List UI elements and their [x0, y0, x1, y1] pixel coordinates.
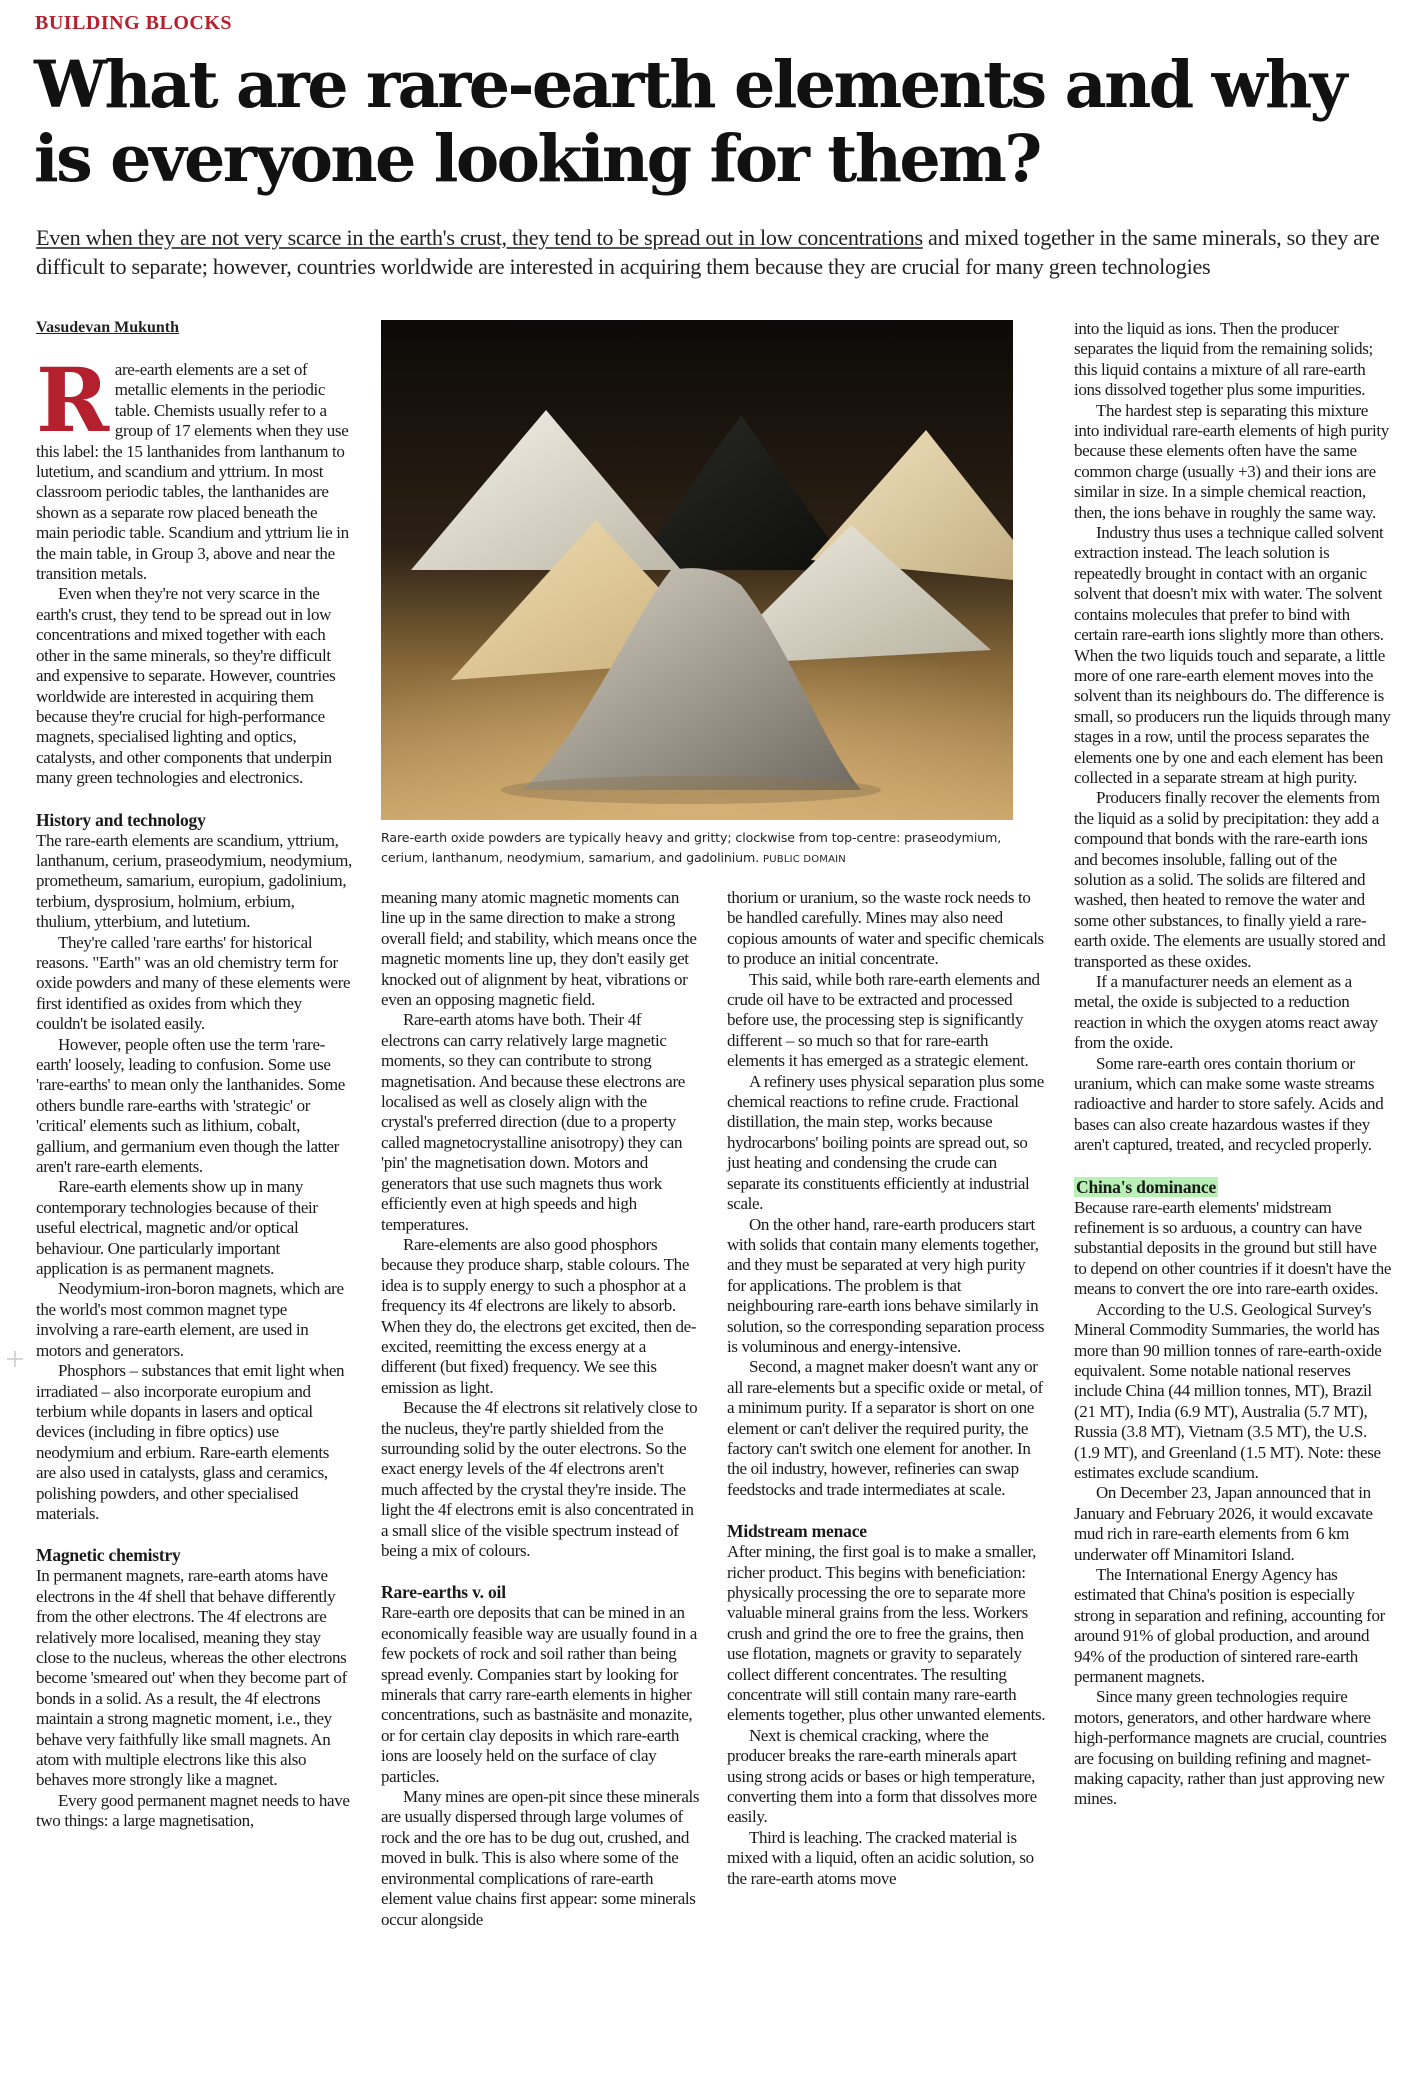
oil-paragraph-6: On the other hand, rare-earth producers start with solids that contain many elements together, and they must be separated at very high purity for applications. The problem is that neighbouring rare-earth ions behave similarly in solution, so the corresponding separation process is voluminous and energy-intensive.: [727, 1214, 1045, 1356]
photo-caption: Rare-earth oxide powders are typically heavy and gritty; clockwise from top-centre: praseodymium, cerium, lanthanum, neodymium, samarium, and gadolinium. PUBLIC DOMAIN: [381, 830, 1002, 865]
column-3: [727, 888, 1047, 1889]
plus-icon[interactable]: [4, 1348, 26, 1370]
rare-earth-powders-photo: [381, 320, 1013, 820]
subheading-midstream: Midstream menace: [727, 1521, 867, 1542]
history-paragraph-5: Neodymium-iron-boron magnets, which are the world's most common magnet type involving a rare-earth element, are used in motors and generators.: [36, 1279, 344, 1360]
history-paragraph-3: However, people often use the term 'rare-earth' loosely, leading to confusion. Some use 'rare-earths' to mean only the lanthanides. Some others bundle rare-earths with 'strategic' or 'critical' elements such as lithium, cobalt, gallium, and germanium even though the latter aren't rare-earth elements.: [36, 1034, 345, 1177]
midstream-paragraph-9: Some rare-earth ores contain thorium or uranium, which can make some waste streams radioactive and harder to store safely. Acids and bases can also create hazardous wastes if they aren't captured, treated, and recycled properly.: [1074, 1053, 1384, 1155]
column-1: [36, 348, 352, 1832]
midstream-paragraph-8: If a manufacturer needs an element as a metal, the oxide is subjected to a reduction reaction in which the oxygen atoms react away from the oxide.: [1074, 972, 1378, 1053]
magnetic-paragraph-3: meaning many atomic magnetic moments can line up in the same direction to make a strong overall field; and stability, which means once the magnetic moments line up, they don't easily get knocked out of alignment by heat, vibrations or even an opposing magnetic field.: [381, 888, 697, 1010]
china-paragraph-4: The International Energy Agency has estimated that China's position is especially strong in separation and refining, accounting for around 91% of global production, and around 94% of the production of sintered rare-earth permanent magnets.: [1074, 1564, 1385, 1686]
drop-cap: R: [36, 348, 109, 452]
magnetic-paragraph-5: Rare-elements are also good phosphors because they produce sharp, stable colours. The idea is to supply energy to such a phosphor at a frequency its 4f electrons are likely to absorb. When they do, the electrons get excited, then de-excited, reemitting the excess energy at a different (but fixed) frequency. We see this emission as light.: [381, 1234, 697, 1397]
subheading-china: [1074, 1176, 1392, 1198]
magnetic-paragraph-1: In permanent magnets, rare-earth atoms have electrons in the 4f shell that behave differently from the other electrons. The 4f electrons are relatively more localised, meaning they stay close to the nucleus, whereas the other electrons become 'smeared out' when they become part of bonds in a solid. As a result, the 4f electrons maintain a strong magnetic moment, i.e., they behave very faithfully like small magnets. An atom with multiple electrons like this also behaves more strongly like a magnet.: [36, 1566, 347, 1790]
column-4: [1074, 319, 1392, 1810]
history-paragraph-2: They're called 'rare earths' for historical reasons. "Earth" was an old chemistry term for oxide powders and many of these elements were first identified as oxides from which they couldn't be isolated easily.: [36, 932, 351, 1034]
subheading-oil: Rare-earths v. oil: [381, 1582, 506, 1603]
history-paragraph-6: Phosphors – substances that emit light when irradiated – also incorporate europium and terbium while dopants in lasers and optical devices (including in fibre optics) use neodymium and erbium. Rare-earth elements are also used in catalysts, glass and ceramics, polishing powders, and other specialised materials.: [36, 1361, 345, 1523]
china-paragraph-3: On December 23, Japan announced that in January and February 2026, it would excavate mud rich in rare-earth elements from 6 km underwater off Minamitori Island.: [1074, 1483, 1373, 1564]
section-kicker: BUILDING BLOCKS: [35, 12, 232, 34]
oil-paragraph-1: Rare-earth ore deposits that can be mined in an economically feasible way are usually found in a few pockets of rock and soil rather than being spread evenly. Companies start by looking for minerals that carry rare-earth elements in higher concentrations, such as bastnäsite and monazite, or for certain clay deposits in which rare-earth ions are loosely held on the surface of clay particles.: [381, 1603, 697, 1786]
column-2: [381, 888, 701, 1930]
subheading-history: History and technology: [36, 809, 206, 830]
midstream-paragraph-6: Industry thus uses a technique called solvent extraction instead. The leach solution is repeatedly brought in contact with an organic solvent that doesn't mix with water. The solvent contains molecules that prefer to bind with certain rare-earth ions slightly more than others. When the two liquids touch and separate, a little more of one rare-earth element moves into the solvent than its neighbours do. The difference is small, so producers run the liquids through many stages in a row, until the process separates the elements one by one and each element has been collected in a separate stream at high purity.: [1074, 523, 1391, 787]
standfirst-rest: and mixed together in the same minerals, so they are difficult to separate; however, countries worldwide are interested in acquiring them because they are crucial for many green technologies: [36, 225, 1380, 279]
china-paragraph-1: Because rare-earth elements' midstream refinement is so arduous, a country can have substantial deposits in the ground but still have to depend on other countries if it doesn't have the means to convert the ore into rare-earth oxides.: [1074, 1197, 1392, 1299]
midstream-paragraph-7: Producers finally recover the elements from the liquid as a solid by precipitation: they add a compound that bonds with the rare-earth ions and becomes insoluble, falling out of the solution as a solid. The solids are filtered and washed, then heated to remove the water and some other substances, to finally yield a rare-earth oxide. The elements are usually stored and transported as these oxides.: [1074, 788, 1386, 971]
oil-paragraph-7: Second, a magnet maker doesn't want any or all rare-elements but a specific oxide or metal, of a minimum purity. If a separator is short on one element or can't deliver the required purity, the factory can't switch one element for another. In the oil industry, however, refineries can swap feedstocks and trade intermediates at scale.: [727, 1357, 1043, 1499]
magnetic-paragraph-6: Because the 4f electrons sit relatively close to the nucleus, they're partly shielded from the surrounding solid by the outer electrons. So the exact energy levels of the 4f electrons aren't much affected by the crystal they're inside. The light the 4f electrons emit is also concentrated in a small slice of the visible spectrum instead of being a mix of colours.: [381, 1398, 698, 1560]
article-standfirst: [36, 223, 1416, 281]
oil-paragraph-5: A refinery uses physical separation plus some chemical reactions to refine crude. Fractional distillation, the main step, works because hydrocarbons' boiling points are spread out, so just heating and condensing the crude can separate its constituents efficiently at industrial scale.: [727, 1071, 1044, 1214]
china-paragraph-5: Since many green technologies require motors, generators, and other hardware where high-performance magnets are crucial, countries are focusing on building refining and magnet-making capacity, rather than just approving new mines.: [1074, 1687, 1387, 1809]
highlighted-heading: China's dominance: [1076, 1176, 1217, 1197]
photo-credit: PUBLIC DOMAIN: [763, 854, 846, 865]
china-paragraph-2: According to the U.S. Geological Survey's Mineral Commodity Summaries, the world has more than 90 million tonnes of rare-earth-oxide equivalent. Some notable national reserves include China (44 million tonnes, MT), Brazil (21 MT), India (6.9 MT), Australia (5.7 MT), Russia (3.8 MT), Vietnam (3.5 MT), the U.S. (1.9 MT), and Greenland (1.5 MT). Note: these estimates exclude scandium.: [1074, 1299, 1382, 1482]
history-paragraph-4: Rare-earth elements show up in many contemporary technologies because of their useful electrical, magnetic and/or optical behaviour. One particularly important application is as permanent magnets.: [36, 1177, 318, 1279]
standfirst-underlined: Even when they are not very scarce in the earth's crust, they tend to be spread out in low concentrations: [36, 225, 923, 250]
intro-paragraph-1: Rare-earth elements are a set of metallic elements in the periodic table. Chemists usually refer to a group of 17 elements when they use this label: the 15 lanthanides from lanthanum to lutetium, and scandium and yttrium. In most classroom periodic tables, the lanthanides are shown as a separate row placed beneath the main periodic table. Scandium and yttrium lie in the main table, in Group 3, above and near the transition metals.: [36, 348, 349, 584]
midstream-paragraph-3: Third is leaching. The cracked material is mixed with a liquid, often an acidic solution, so the rare-earth atoms move: [727, 1827, 1034, 1888]
magnetic-paragraph-4: Rare-earth atoms have both. Their 4f electrons can carry relatively large magnetic moments, so they can contribute to strong magnetisation. And because these electrons are localised as well as closely align with the crystal's preferred direction (due to a property called magnetocrystalline anisotropy) they can 'pin' the magnetisation down. Motors and generators that use such magnets thus work efficiently even at high speeds and high temperatures.: [381, 1010, 685, 1234]
intro-paragraph-2: Even when they're not very scarce in the earth's crust, they tend to be spread out in low concentrations and mixed together with each other in the same minerals, so they're difficult and expensive to separate. However, countries worldwide are interested in acquiring them because they're crucial for high-performance magnets, specialised lighting and optics, catalysts, and other components that underpin many green technologies and electronics.: [36, 584, 336, 788]
author-byline[interactable]: Vasudevan Mukunth: [36, 319, 180, 336]
subheading-magnetic: Magnetic chemistry: [36, 1545, 181, 1566]
midstream-paragraph-1: After mining, the first goal is to make a smaller, richer product. This begins with beneficiation: physically processing the ore to separate more valuable mineral grains from the less. Workers crush and grind the ore to free the grains, then use flotation, magnets or gravity to separately collect different concentrates. The resulting concentrate will still contain many rare-earth elements together, plus other unwanted elements.: [727, 1542, 1046, 1725]
oil-paragraph-3: thorium or uranium, so the waste rock needs to be handled carefully. Mines may also need copious amounts of water and specific chemicals to produce an initial concentrate.: [727, 888, 1044, 969]
magnetic-paragraph-2: Every good permanent magnet needs to have two things: a large magnetisation,: [36, 1790, 350, 1831]
midstream-paragraph-2: Next is chemical cracking, where the producer breaks the rare-earth minerals apart using strong acids or bases or high temperature, converting them into a form that dissolves more easily.: [727, 1725, 1037, 1827]
article-headline: What are rare-earth elements and why is everyone looking for them?: [34, 47, 1345, 197]
oil-paragraph-4: This said, while both rare-earth elements and crude oil have to be extracted and processed before use, the processing step is significantly different – so much so that for rare-earth elements it has emerged as a strategic element.: [727, 969, 1040, 1071]
midstream-paragraph-4: into the liquid as ions. Then the producer separates the liquid from the remaining solids; this liquid contains a mixture of all rare-earth ions dissolved together plus some impurities.: [1074, 319, 1373, 400]
midstream-paragraph-5: The hardest step is separating this mixture into individual rare-earth elements of high purity because these elements often have the same common charge (usually +3) and their ions are similar in size. In a simple chemical reaction, then, the ions behave in roughly the same way.: [1074, 400, 1389, 522]
oil-paragraph-2: Many mines are open-pit since these minerals are usually dispersed through large volumes of rock and the ore has to be dug out, crushed, and moved in bulk. This is also where some of the environmental complications of rare-earth element value chains first appear: some minerals occur alongside: [381, 1787, 700, 1929]
history-paragraph-1: The rare-earth elements are scandium, yttrium, lanthanum, cerium, praseodymium, neodymium, prometheum, samarium, europium, gadolinium, terbium, dysprosium, holmium, erbium, thulium, ytterbium, and lutetium.: [36, 830, 352, 932]
